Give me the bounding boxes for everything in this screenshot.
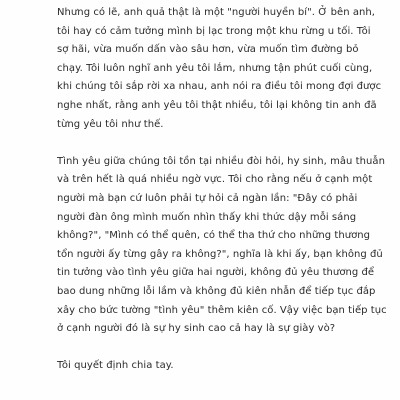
text-line: Tôi quyết định chia tay.	[57, 360, 174, 372]
text-line: xây cho bức tường "tình yêu" thêm kiên cố. Vậy việc bạn tiếp tục	[57, 304, 387, 316]
text-line: và trên hết là quá nhiều ngờ vực. Tôi cho rằng nếu ở cạnh một	[57, 174, 373, 186]
text-line: nghe nhất, rằng anh yêu tôi thật nhiều, tôi lại không tin anh đã	[57, 99, 377, 111]
text-line: ở cạnh người đó là sự hy sinh cao cả hay là sự giày vò?	[57, 323, 336, 335]
text-line: không?", "Mình có thể quên, có thể tha thứ cho những thương	[57, 230, 371, 242]
text-line: Tình yêu giữa chúng tôi tồn tại nhiều đòi hỏi, hy sinh, mâu thuẫn	[57, 155, 385, 167]
text-line: Nhưng có lẽ, anh quả thật là một "người huyền bí". Ở bên anh,	[57, 7, 376, 18]
text-line: tin tưởng vào tình yêu giữa hai người, không đủ yêu thương để	[57, 267, 375, 279]
text-line: bao dung những lỗi lầm và không đủ kiên nhẫn để tiếp tục đắp	[57, 285, 376, 297]
text-line: chạy. Tôi luôn nghĩ anh yêu tôi lắm, nhưng tận phút cuối cùng,	[57, 62, 373, 74]
text-line: tổn người ấy từng gây ra không?", nghĩa là khi ấy, bạn không đủ	[57, 248, 383, 260]
text-line: người mà bạn cứ luôn phải tự hỏi cả ngàn lần: "Đây có phải	[57, 192, 358, 204]
text-line: khi chúng tôi sắp rời xa nhau, anh nói ra điều tôi mong đợi được	[57, 81, 382, 93]
text-line: từng yêu tôi như thế.	[57, 118, 164, 130]
paragraph-2	[57, 153, 387, 339]
text-line: sợ hãi, vừa muốn dấn vào sâu hơn, vừa muốn tìm đường bỏ	[57, 44, 359, 56]
text-line: người đàn ông mình muốn nhìn thấy khi thức dậy mỗi sáng	[57, 211, 357, 223]
text-line: tôi hay có cảm tưởng mình bị lạc trong một khu rừng u tối. Tôi	[57, 25, 371, 37]
paragraph-1	[57, 4, 382, 134]
paragraph-3	[57, 357, 353, 376]
body-text	[57, 4, 387, 394]
